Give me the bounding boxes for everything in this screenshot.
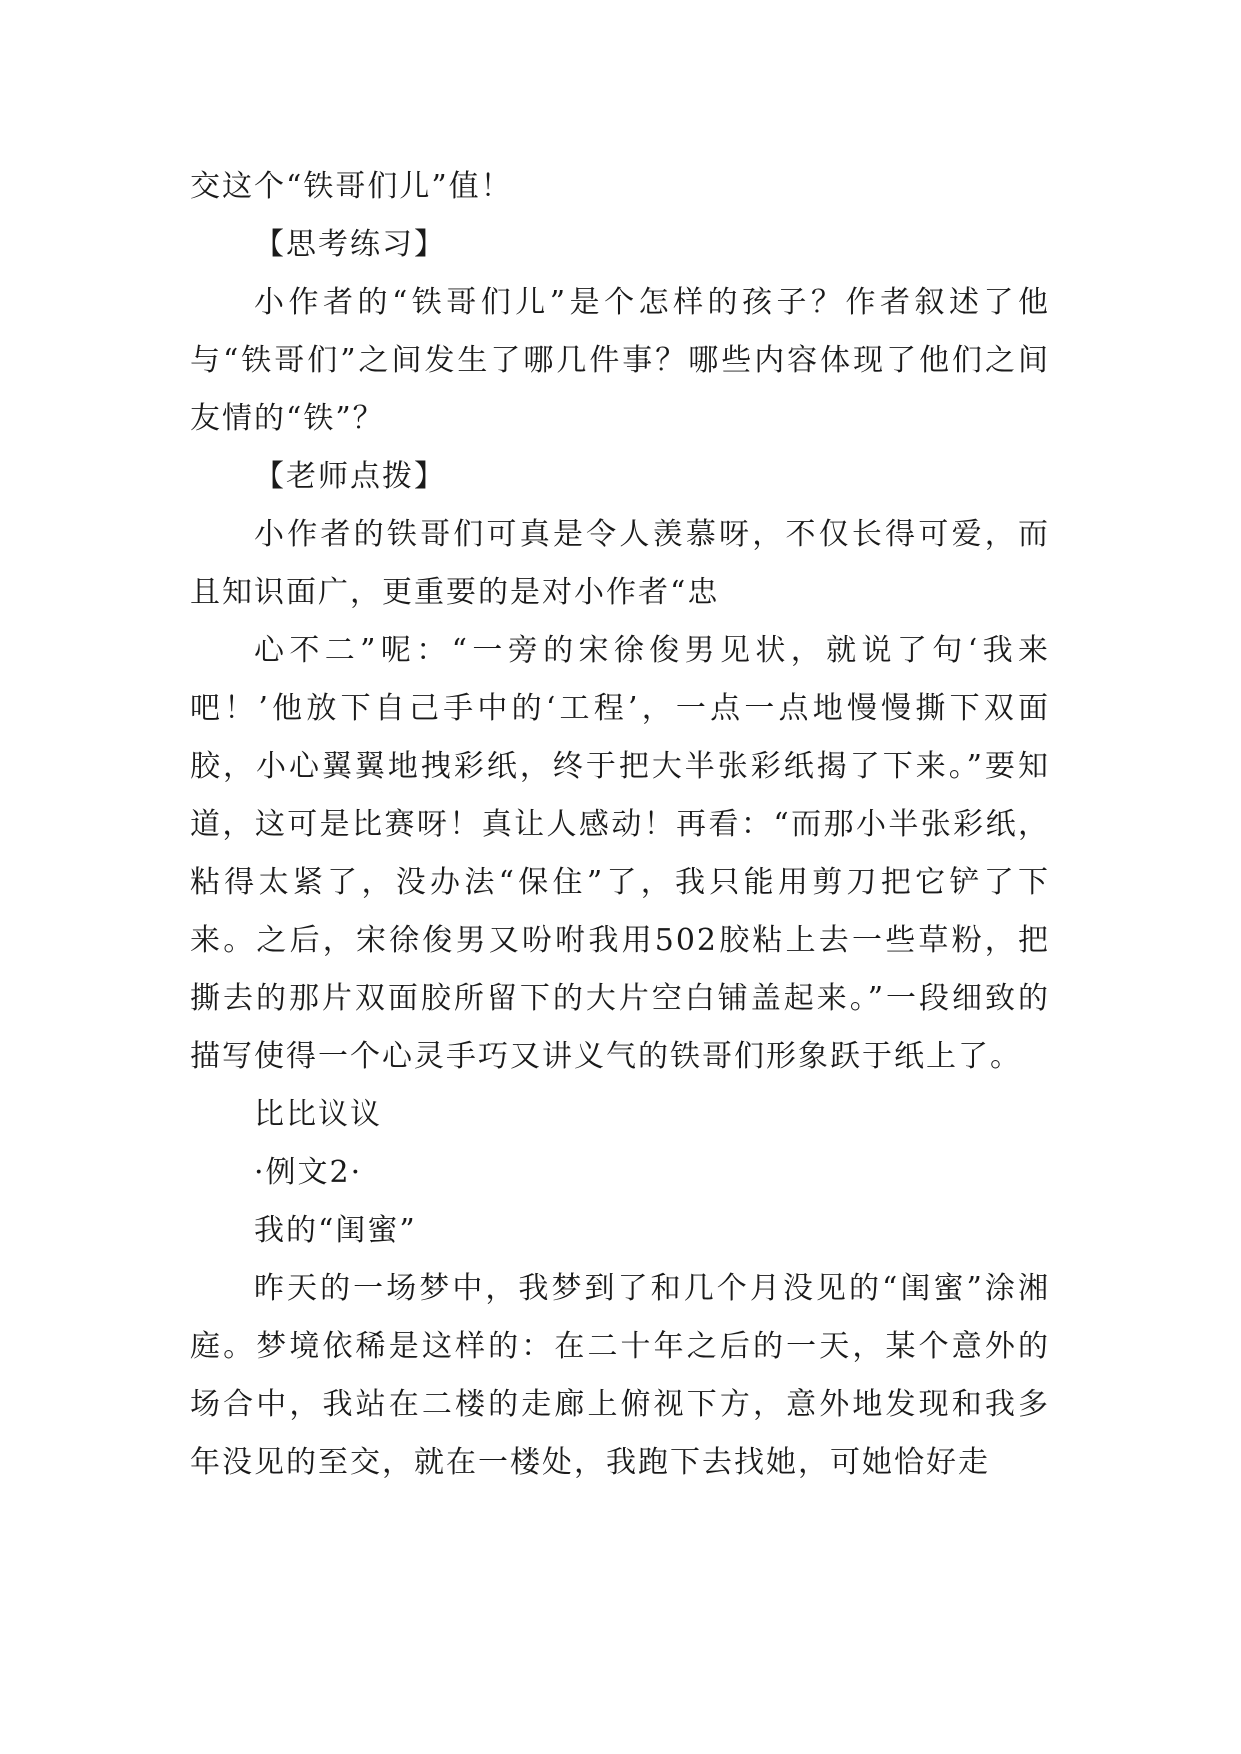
document-page: [190, 158, 1050, 1492]
heading-example-number: ·例文2·: [254, 1155, 363, 1190]
paragraph-example-body: 昨天的一场梦中，我梦到了和几个月没见的“闺蜜”涂湘庭。梦境依稀是这样的：在二十年之后的一天，某个意外的场合中，我站在二楼的走廊上俯视下方，意外地发现和我多年没见的至交，就在一楼处，我跑下去找她，可她恰好走: [190, 1271, 1050, 1480]
paragraph-practice-questions: 小作者的“铁哥们儿”是个怎样的孩子？作者叙述了他与“铁哥们”之间发生了哪几件事？哪些内容体现了他们之间友情的“铁”？: [190, 285, 1050, 436]
paragraph-conclusion: 交这个“铁哥们儿”值！: [190, 169, 513, 204]
example-title: 我的“闺蜜”: [254, 1213, 417, 1248]
paragraph-teacher-comment-1: 小作者的铁哥们可真是令人羡慕呀，不仅长得可爱，而且知识面广，更重要的是对小作者“忠: [190, 517, 1050, 610]
heading-practice: 【思考练习】: [254, 227, 446, 262]
heading-compare: 比比议议: [254, 1097, 382, 1132]
heading-teacher-comment: 【老师点拨】: [254, 459, 446, 494]
paragraph-teacher-comment-2: 心不二”呢：“一旁的宋徐俊男见状，就说了句‘我来吧！’他放下自己手中的‘工程’，一点一点地慢慢撕下双面胶，小心翼翼地拽彩纸，终于把大半张彩纸揭了下来。”要知道，这可是比赛呀！真让人感动！再看：“而那小半张彩纸，粘得太紧了，没办法“保住”了，我只能用剪刀把它铲了下来。之后，宋徐俊男又吩咐我用502胶粘上去一些草粉，把撕去的那片双面胶所留下的大片空白铺盖起来。”一段细致的描写使得一个心灵手巧又讲义气的铁哥们形象跃于纸上了。: [190, 633, 1050, 1074]
